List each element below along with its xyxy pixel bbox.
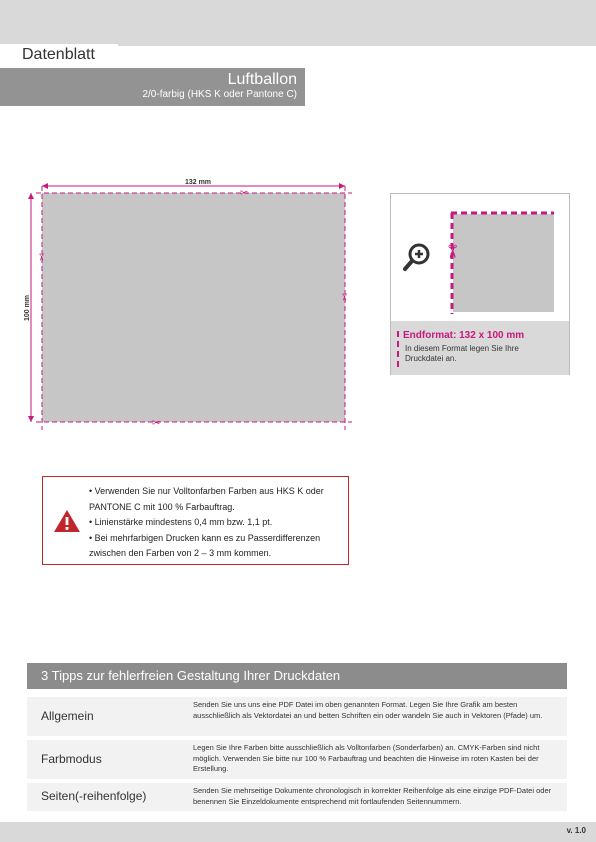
width-arrow-left (42, 183, 48, 189)
preview-graphic (391, 194, 569, 321)
endformat-note: In diesem Format legen Sie Ihre Druckdatei an. (405, 344, 519, 363)
endformat-label: Endformat: 132 x 100 mm (403, 330, 525, 341)
tip-label: Allgemein (41, 709, 94, 723)
version-label: v. 1.0 (566, 826, 586, 835)
artwork-area (42, 193, 345, 422)
tip-text: Senden Sie uns uns eine PDF Datei im oben genannten Format. Legen Sie Ihre Grafik am besten ausschließlich als Vektordatei an und betten Schriften ein oder wandeln Sie auch in Vektoren (Pfade) um. (193, 700, 543, 720)
height-label: 100 mm (24, 294, 31, 322)
tip-row-general (27, 697, 567, 736)
warning-item: • Linienstärke mindestens 0,4 mm bzw. 1,1 pt. (89, 517, 273, 527)
width-arrow-right (339, 183, 345, 189)
warning-list (89, 484, 347, 562)
footer (0, 822, 596, 842)
doc-type-label: Datenblatt (0, 44, 118, 66)
height-arrow-bottom (28, 416, 34, 422)
warning-item: • Verwenden Sie nur Volltonfarben Farben aus HKS K oder PANTONE C mit 100 % Farbauftrag. (89, 486, 324, 512)
warning-box (42, 476, 349, 565)
scissors-icon: ✂ (441, 244, 462, 260)
scissors-icon: ✂ (338, 293, 349, 302)
warning-icon (53, 509, 81, 533)
scissors-icon: ✂ (152, 418, 161, 429)
tip-text: Legen Sie Ihre Farben bitte ausschließlich als Volltonfarben (Sonderfarben) an. CMYK-Farben sind nicht möglich. Verwenden Sie bitte nur 100 % Farbauftrag und beachten die Hinweise im roten Kasten bei der Erstellung. (193, 743, 540, 773)
tip-row-color-mode (27, 740, 567, 779)
preview-artwork (453, 214, 554, 312)
format-preview (390, 193, 570, 375)
tips-heading: 3 Tipps zur fehlerfreien Gestaltung Ihrer Druckdaten (27, 663, 567, 689)
tip-text: Senden Sie mehrseitige Dokumente chronologisch in korrekter Reihenfolge als eine einzige PDF-Datei oder benennen Sie Einzeldokumente entsprechend mit fortlaufenden Seitennummern. (193, 786, 552, 806)
warning-item: • Bei mehrfarbigen Drucken kann es zu Passerdifferenzen zwischen den Farben von 2 – 3 mm kommen. (89, 532, 321, 558)
zoom-in-icon (405, 245, 428, 269)
width-label: 132 mm (184, 179, 212, 186)
tip-label: Farbmodus (41, 752, 102, 766)
product-title: Luftballon (227, 71, 297, 88)
tip-label: Seiten(-reihenfolge) (41, 789, 147, 803)
scissors-icon: ✂ (35, 253, 46, 262)
scissors-icon: ✂ (240, 188, 249, 199)
info-marker (397, 331, 399, 367)
tip-row-pages (27, 783, 567, 811)
height-arrow-top (28, 193, 34, 199)
product-subtitle: 2/0-farbig (HKS K oder Pantone C) (142, 89, 297, 100)
